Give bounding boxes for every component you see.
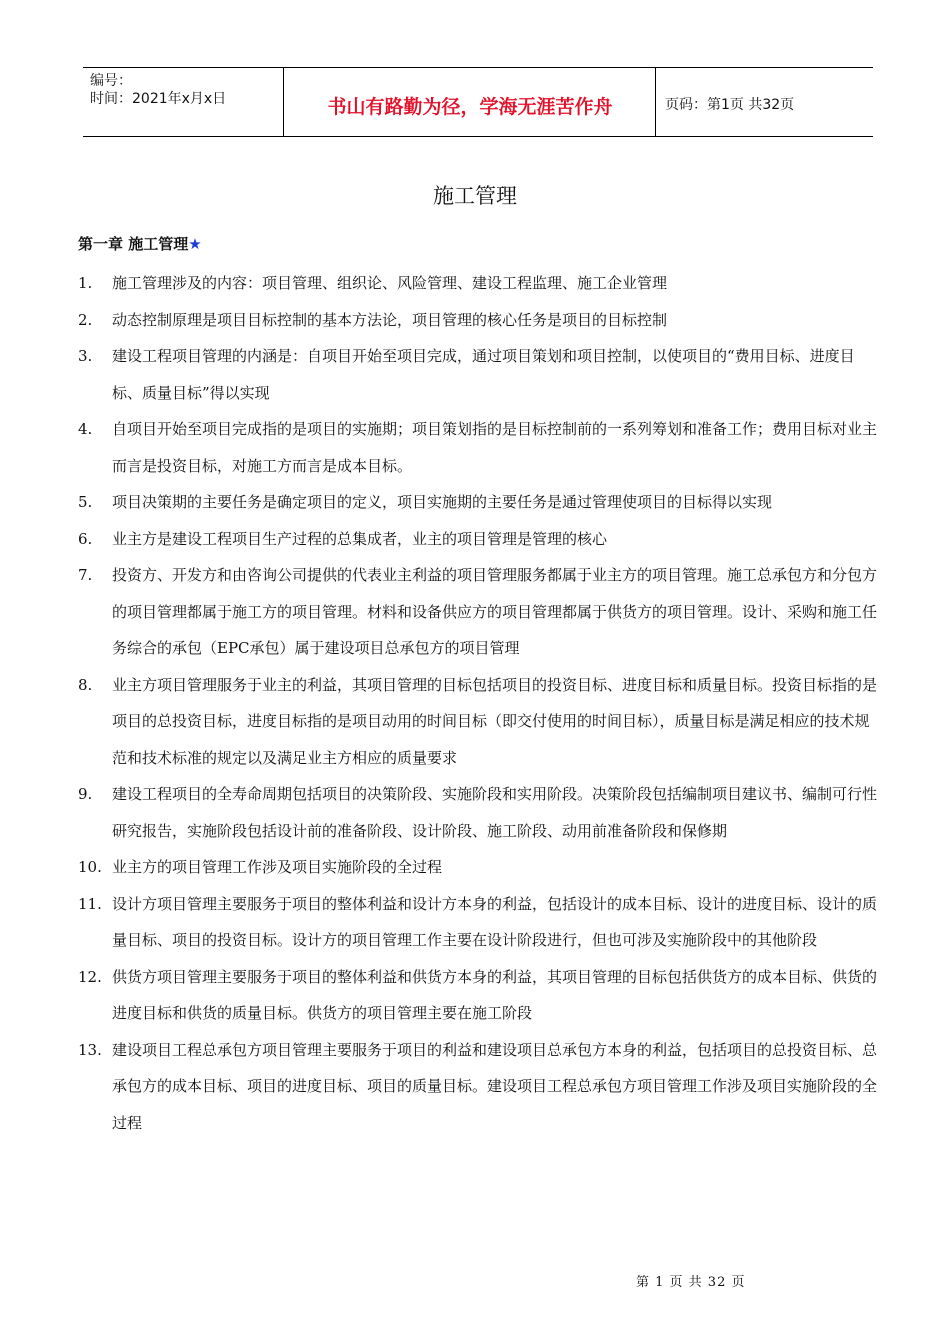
list-item <box>78 484 878 521</box>
list-item-text: 动态控制原理是项目目标控制的基本方法论，项目管理的核心任务是项目的目标控制 <box>112 310 668 329</box>
page-header <box>83 67 873 137</box>
list-item-number: 9. <box>78 785 93 803</box>
list-item <box>78 521 878 558</box>
list-item <box>78 557 878 667</box>
list-item-text: 投资方、开发方和由咨询公司提供的代表业主利益的项目管理服务都属于业主方的项目管理。施工总承包方和分包方的项目管理都属于施工方的项目管理。材料和设备供应方的项目管理都属于供货方的项目管理。设计、采购和施工任务综合的承包（EPC承包）属于建设项目总承包方的项目管理 <box>112 566 878 657</box>
list-item-number: 11. <box>78 894 102 913</box>
list-item <box>78 1032 878 1142</box>
list-item <box>78 959 878 1032</box>
list-item-text: 项目决策期的主要任务是确定项目的定义，项目实施期的主要任务是通过管理使项目的目标得以实现 <box>112 493 773 511</box>
star-icon: ★ <box>188 235 202 253</box>
list-item-number: 12. <box>78 967 102 986</box>
list-item <box>78 265 878 302</box>
list-item-number: 1. <box>78 274 93 292</box>
header-divider <box>655 68 656 136</box>
list-item-number: 10. <box>78 858 102 876</box>
list-item <box>78 667 878 777</box>
list-item <box>78 302 878 339</box>
list-item-number: 13. <box>78 1040 102 1059</box>
chapter-heading <box>78 233 202 254</box>
list-item-text: 设计方项目管理主要服务于项目的整体利益和设计方本身的利益，包括设计的成本目标、设计的进度目标、设计的质量目标、项目的投资目标。设计方的项目管理工作主要在设计阶段进行，但也可涉及实施阶段中的其他阶段 <box>112 894 878 949</box>
document-title: 施工管理 <box>433 184 517 208</box>
list-item-text: 建设工程项目的全寿命周期包括项目的决策阶段、实施阶段和实用阶段。决策阶段包括编制项目建议书、编制可行性研究报告，实施阶段包括设计前的准备阶段、设计阶段、施工阶段、动用前准备阶段和保修期 <box>112 785 878 840</box>
list-item <box>78 338 878 411</box>
chapter-label: 第一章 施工管理 <box>78 235 189 253</box>
list-item-number: 6. <box>78 529 93 548</box>
header-motto: 书山有路勤为径，学海无涯苦作舟 <box>327 96 613 118</box>
list-item-number: 4. <box>78 420 93 438</box>
list-item-text: 业主方项目管理服务于业主的利益，其项目管理的目标包括项目的投资目标、进度目标和质量目标。投资目标指的是项目的总投资目标，进度目标指的是项目动用的时间目标（即交付使用的时间目标），质量目标是满足相应的技术规范和技术标准的规定以及满足业主方相应的质量要求 <box>112 675 878 767</box>
page-footer: 第 1 页 共 32 页 <box>636 1275 746 1290</box>
header-number: 编号： <box>90 73 132 89</box>
list-item <box>78 776 878 849</box>
list-item-text: 施工管理涉及的内容：项目管理、组织论、风险管理、建设工程监理、施工企业管理 <box>112 274 668 292</box>
list-item-number: 8. <box>78 675 93 694</box>
list-item <box>78 886 878 959</box>
list-item-text: 自项目开始至项目完成指的是项目的实施期；项目策划指的是目标控制前的一系列筹划和准备工作；费用目标对业主而言是投资目标，对施工方而言是成本目标。 <box>112 420 878 475</box>
list-item-text: 建设项目工程总承包方项目管理主要服务于项目的利益和建设项目总承包方本身的利益，包括项目的总投资目标、总承包方的成本目标、项目的进度目标、项目的质量目标。建设项目工程总承包方项目管理工作涉及项目实施阶段的全过程 <box>112 1040 878 1132</box>
header-page-info: 页码：第1页 共32页 <box>665 97 795 113</box>
header-meta <box>90 72 226 108</box>
list-item-number: 5. <box>78 493 93 511</box>
list-item-text: 供货方项目管理主要服务于项目的整体利益和供货方本身的利益，其项目管理的目标包括供货方的成本目标、供货的进度目标和供货的质量目标。供货方的项目管理主要在施工阶段 <box>112 967 878 1022</box>
list-item <box>78 411 878 484</box>
list-item-number: 7. <box>78 566 93 584</box>
numbered-list <box>78 265 878 1141</box>
list-item <box>78 849 878 886</box>
header-divider <box>283 68 284 136</box>
list-item-number: 2. <box>78 310 93 329</box>
header-time: 时间：2021年x月x日 <box>90 91 227 107</box>
list-item-number: 3. <box>78 347 93 365</box>
list-item-text: 业主方的项目管理工作涉及项目实施阶段的全过程 <box>112 858 443 876</box>
list-item-text: 业主方是建设工程项目生产过程的总集成者，业主的项目管理是管理的核心 <box>112 529 608 548</box>
list-item-text: 建设工程项目管理的内涵是：自项目开始至项目完成，通过项目策划和项目控制，以使项目的“费用目标、进度目标、质量目标”得以实现 <box>112 347 855 402</box>
